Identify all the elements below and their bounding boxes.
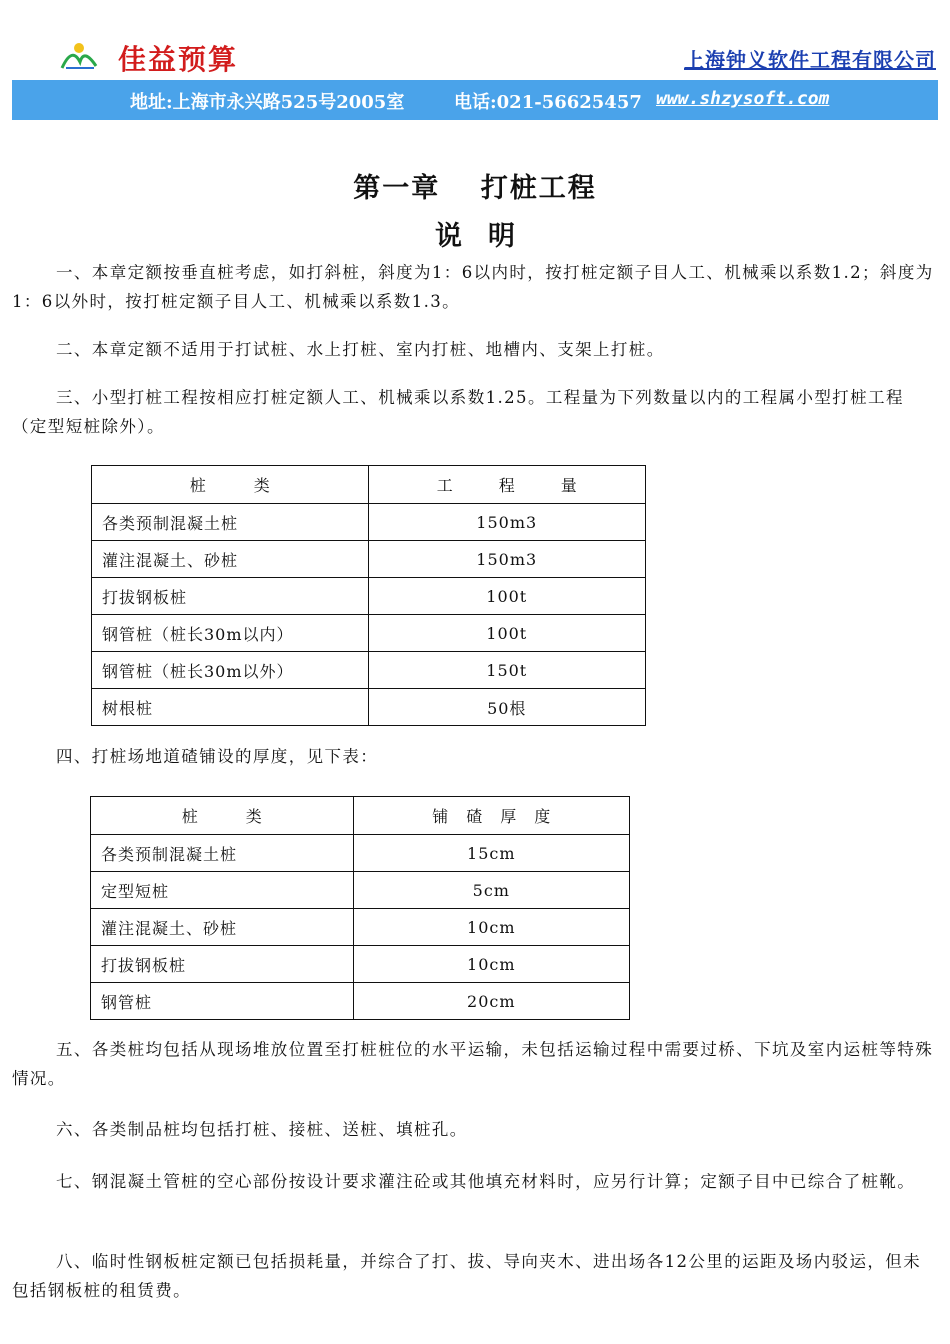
paragraph-7: 七、钢混凝土管桩的空心部份按设计要求灌注砼或其他填充材料时，应另行计算；定额子目中已综合了桩靴。: [56, 1172, 916, 1191]
table-cell: 15cm: [353, 835, 629, 872]
contact-bar: [12, 80, 938, 120]
brand-name: 佳益预算: [118, 43, 239, 76]
table-cell: 打拔钢板桩: [92, 578, 369, 615]
table-cell: 100t: [368, 615, 646, 652]
table-row: [92, 504, 646, 541]
table-cell: 10cm: [353, 909, 629, 946]
table-header: 工程量: [368, 466, 646, 504]
table-header: 铺碴厚度: [353, 797, 629, 835]
table-cell: 钢管桩（桩长30m以内）: [92, 615, 369, 652]
table-cell: 打拔钢板桩: [91, 946, 354, 983]
table-cell: 钢管桩: [91, 983, 354, 1020]
table-cell: 150m3: [368, 504, 646, 541]
ballast-thickness-table: [90, 796, 630, 1020]
table-row: [91, 872, 630, 909]
table-row: [92, 652, 646, 689]
table-cell: 灌注混凝土、砂桩: [92, 541, 369, 578]
table-cell: 定型短桩: [91, 872, 354, 909]
table-row: [92, 689, 646, 726]
company-logo-icon: [58, 38, 100, 72]
section-subtitle: 说明: [435, 221, 541, 252]
table-row: [91, 946, 630, 983]
phone-text: 电话:021-56625457: [454, 92, 642, 113]
website-link[interactable]: www.shzysoft.com: [656, 88, 830, 109]
company-name[interactable]: 上海钟义软件工程有限公司: [684, 48, 936, 72]
table-row: [91, 983, 630, 1020]
table-row: [92, 578, 646, 615]
small-pile-table: [91, 465, 646, 726]
paragraph-1: 一、本章定额按垂直桩考虑，如打斜桩，斜度为1：6以内时，按打桩定额子目人工、机械乘以系数1.2；斜度为1：6以外时，按打桩定额子目人工、机械乘以系数1.3。: [12, 263, 934, 311]
paragraph-6: 六、各类制品桩均包括打桩、接桩、送桩、填桩孔。: [56, 1120, 468, 1139]
table-cell: 20cm: [353, 983, 629, 1020]
table-cell: 10cm: [353, 946, 629, 983]
table-cell: 各类预制混凝土桩: [92, 504, 369, 541]
table-cell: 各类预制混凝土桩: [91, 835, 354, 872]
table-row: [92, 615, 646, 652]
table-cell: 100t: [368, 578, 646, 615]
table-cell: 灌注混凝土、砂桩: [91, 909, 354, 946]
page-header: [0, 0, 950, 80]
table-cell: 钢管桩（桩长30m以外）: [92, 652, 369, 689]
table-header: 桩类: [91, 797, 354, 835]
address-text: 地址:上海市永兴路525号2005室: [130, 92, 405, 113]
paragraph-2: 二、本章定额不适用于打试桩、水上打桩、室内打桩、地槽内、支架上打桩。: [56, 340, 665, 359]
table-row: [91, 909, 630, 946]
table-header-row: [91, 797, 630, 835]
table-row: [92, 541, 646, 578]
paragraph-8: 八、临时性钢板桩定额已包括损耗量，并综合了打、拔、导向夹木、进出场各12公里的运距及场内驳运，但未包括钢板桩的租赁费。: [12, 1252, 922, 1300]
paragraph-3: 三、小型打桩工程按相应打桩定额人工、机械乘以系数1.25。工程量为下列数量以内的工程属小型打桩工程（定型短桩除外）。: [12, 388, 904, 436]
paragraph-4: 四、打桩场地道碴铺设的厚度，见下表：: [56, 747, 379, 766]
table-header-row: [92, 466, 646, 504]
table-cell: 树根桩: [92, 689, 369, 726]
table-cell: 50根: [368, 689, 646, 726]
table-cell: 150m3: [368, 541, 646, 578]
table-header: 桩类: [92, 466, 369, 504]
chapter-title: 第一章 打桩工程: [353, 173, 597, 204]
table-cell: 5cm: [353, 872, 629, 909]
table-row: [91, 835, 630, 872]
paragraph-5: 五、各类桩均包括从现场堆放位置至打桩桩位的水平运输，未包括运输过程中需要过桥、下坑及室内运桩等特殊情况。: [12, 1040, 934, 1088]
table-cell: 150t: [368, 652, 646, 689]
